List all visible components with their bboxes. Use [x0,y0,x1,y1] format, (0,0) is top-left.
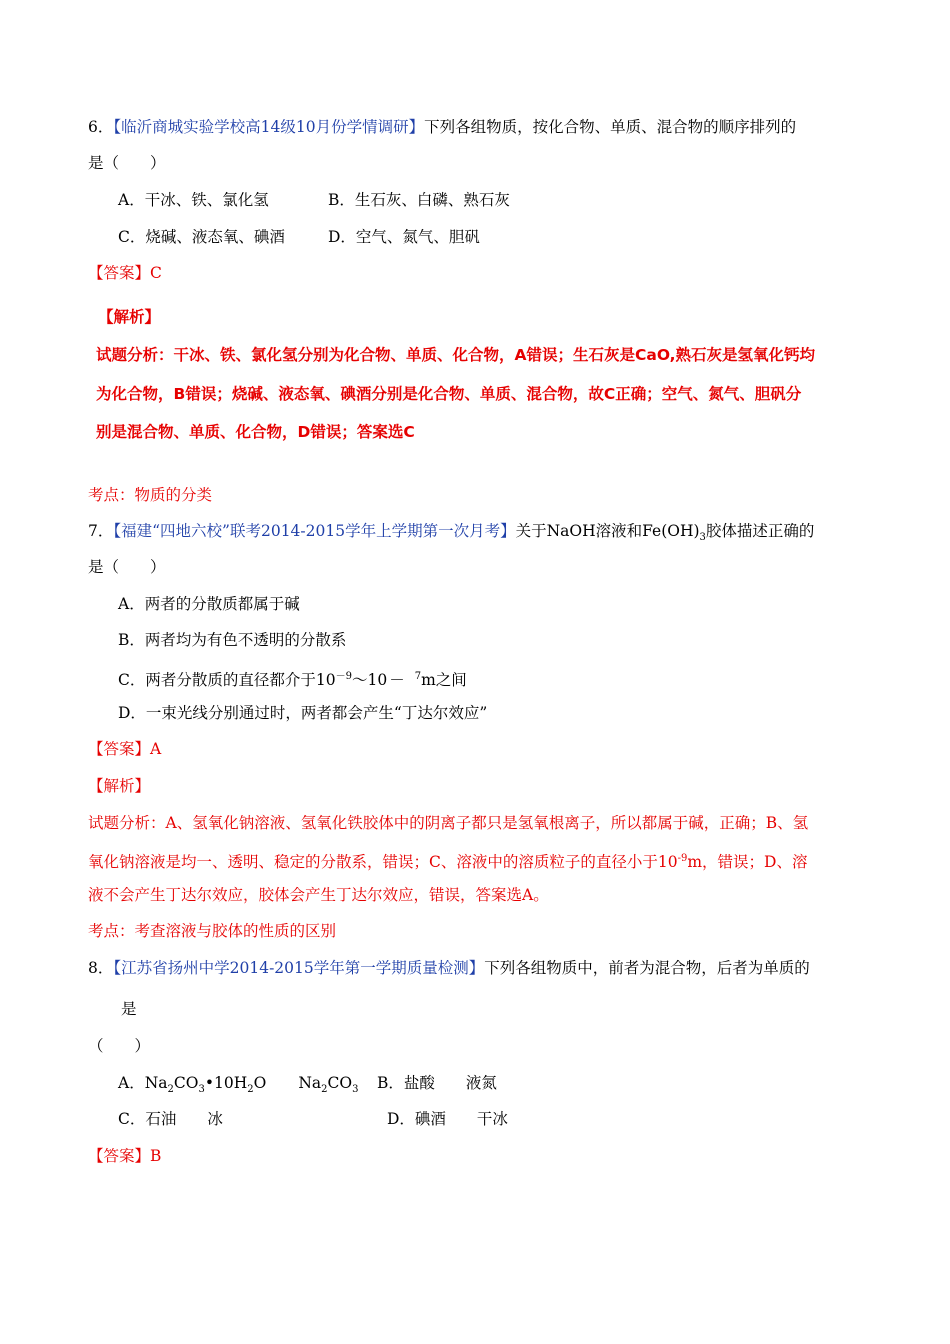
q7-option-d: D．一束光线分别通过时，两者都会产生“丁达尔效应” [118,704,488,722]
q7-analysis-line1: 试题分析：A、氢氧化钠溶液、氢氧化铁胶体中的阴离子都只是氢氧根离子，所以都属于碱，正确；B、氢 [88,814,809,832]
q7-stem-text-b: 胶体描述正确的 [705,522,815,540]
q8-option-a-sub: 2 [167,1084,174,1096]
q8-number: 8． [88,959,114,977]
q6-option-d: D．空气、氮气、胆矾 [328,228,480,246]
q6-stem-line2: 是（ ） [88,154,166,172]
q7-analysis-line3: 液不会产生丁达尔效应，胶体会产生丁达尔效应，错误，答案选A。 [88,886,549,904]
q7-option-c-text-c: m之间 [421,671,467,690]
q6-answer-value: C [150,264,162,282]
q8-option-c: C．石油 冰 [118,1110,223,1128]
q7-answer-value: A [150,740,162,758]
q7-kaodian: 考点：考查溶液与胶体的性质的区别 [88,922,337,940]
q8-option-a-sub: 3 [352,1084,359,1096]
q7-option-a: A．两者的分散质都属于碱 [118,595,300,613]
q6-answer [88,262,162,284]
q7-analysis-exponent: -9 [677,853,688,864]
q7-analysis-tag: 【解析】 [88,777,151,795]
q7-option-c-minus: － [389,671,405,690]
q7-option-c-exponent2: 7 [414,671,422,682]
q8-option-a-part: •10H [204,1074,248,1092]
q8-option-a-part: A．Na [118,1074,168,1092]
q7-stem-text-a: 关于NaOH溶液和Fe(OH) [515,522,700,540]
q8-answer [88,1145,161,1167]
q8-option-a [118,1072,358,1101]
q7-option-c-exponent1: －9 [335,671,352,682]
q7-option-c-text-b: ～10 [351,671,388,690]
q6-source: 【临沂商城实验学校高14级10月份学情调研】 [113,118,425,136]
q6-analysis-line3: 别是混合物、单质、化合物，D错误；答案选C [96,423,415,441]
q7-stem-subscript: 3 [699,532,706,544]
q7-analysis-line2 [88,848,807,873]
q6-answer-tag: 【答案】 [88,264,151,282]
q6-option-b: B．生石灰、白磷、熟石灰 [328,191,510,209]
q8-option-a-sub: 3 [198,1084,205,1096]
q6-kaodian: 考点：物质的分类 [88,486,213,504]
q8-source: 【江苏省扬州中学2014-2015学年第一学期质量检测】 [113,959,485,977]
q8-option-a-sub: 2 [247,1084,254,1096]
q8-answer-tag: 【答案】 [88,1147,151,1165]
q7-number: 7． [88,522,114,540]
q7-option-c-text-a: C．两者分散质的直径都介于10 [118,671,336,690]
q6-analysis-tag: 【解析】 [98,307,161,326]
q8-answer-value: B [150,1147,162,1165]
q7-option-b: B．两者均为有色不透明的分散系 [118,631,347,649]
q7-stem-line2: 是（ ） [88,558,166,576]
q6-option-c: C．烧碱、液态氧、碘酒 [118,228,285,246]
q7-option-c [118,666,467,691]
q6-analysis-line1: 试题分析：干冰、铁、氯化氢分别为化合物、单质、化合物，A错误；生石灰是CaO,熟石灰是氢氧化钙均 [96,346,816,364]
q6-option-a: A．干冰、铁、氯化氢 [118,191,269,209]
q8-option-a-part: CO [327,1074,353,1092]
q7-source: 【福建“四地六校”联考2014-2015学年上学期第一次月考】 [113,522,516,540]
q8-option-a-part: Na [298,1074,322,1092]
q8-stem-line2: 是 [121,1000,137,1018]
q7-stem-line1 [88,520,814,549]
q8-stem-line1 [88,957,810,979]
q8-stem-text: 下列各组物质中，前者为混合物，后者为单质的 [484,959,810,977]
q8-option-a-sub: 2 [321,1084,328,1096]
q8-option-d: D．碘酒 干冰 [387,1110,508,1128]
q7-analysis-line2-a: 氧化钠溶液是均一、透明、稳定的分散系，错误；C、溶液中的溶质粒子的直径小于10 [88,853,678,872]
q7-answer [88,738,161,760]
q6-number: 6． [88,118,114,136]
q6-stem-text: 下列各组物质，按化合物、单质、混合物的顺序排列的 [424,118,797,136]
q7-answer-tag: 【答案】 [88,740,151,758]
q8-stem-line3: （ ） [88,1037,151,1055]
q6-analysis-line2: 为化合物，B错误；烧碱、液态氧、碘酒分别是化合物、单质、混合物，故C正确；空气、氮气、胆矾分 [96,385,802,403]
q7-analysis-line2-b: m，错误；D、溶 [687,853,808,872]
q8-option-a-part: O [253,1074,267,1092]
q6-stem-line1 [88,116,796,138]
q8-option-a-part: CO [173,1074,199,1092]
q8-option-b: B．盐酸 液氮 [377,1074,497,1092]
